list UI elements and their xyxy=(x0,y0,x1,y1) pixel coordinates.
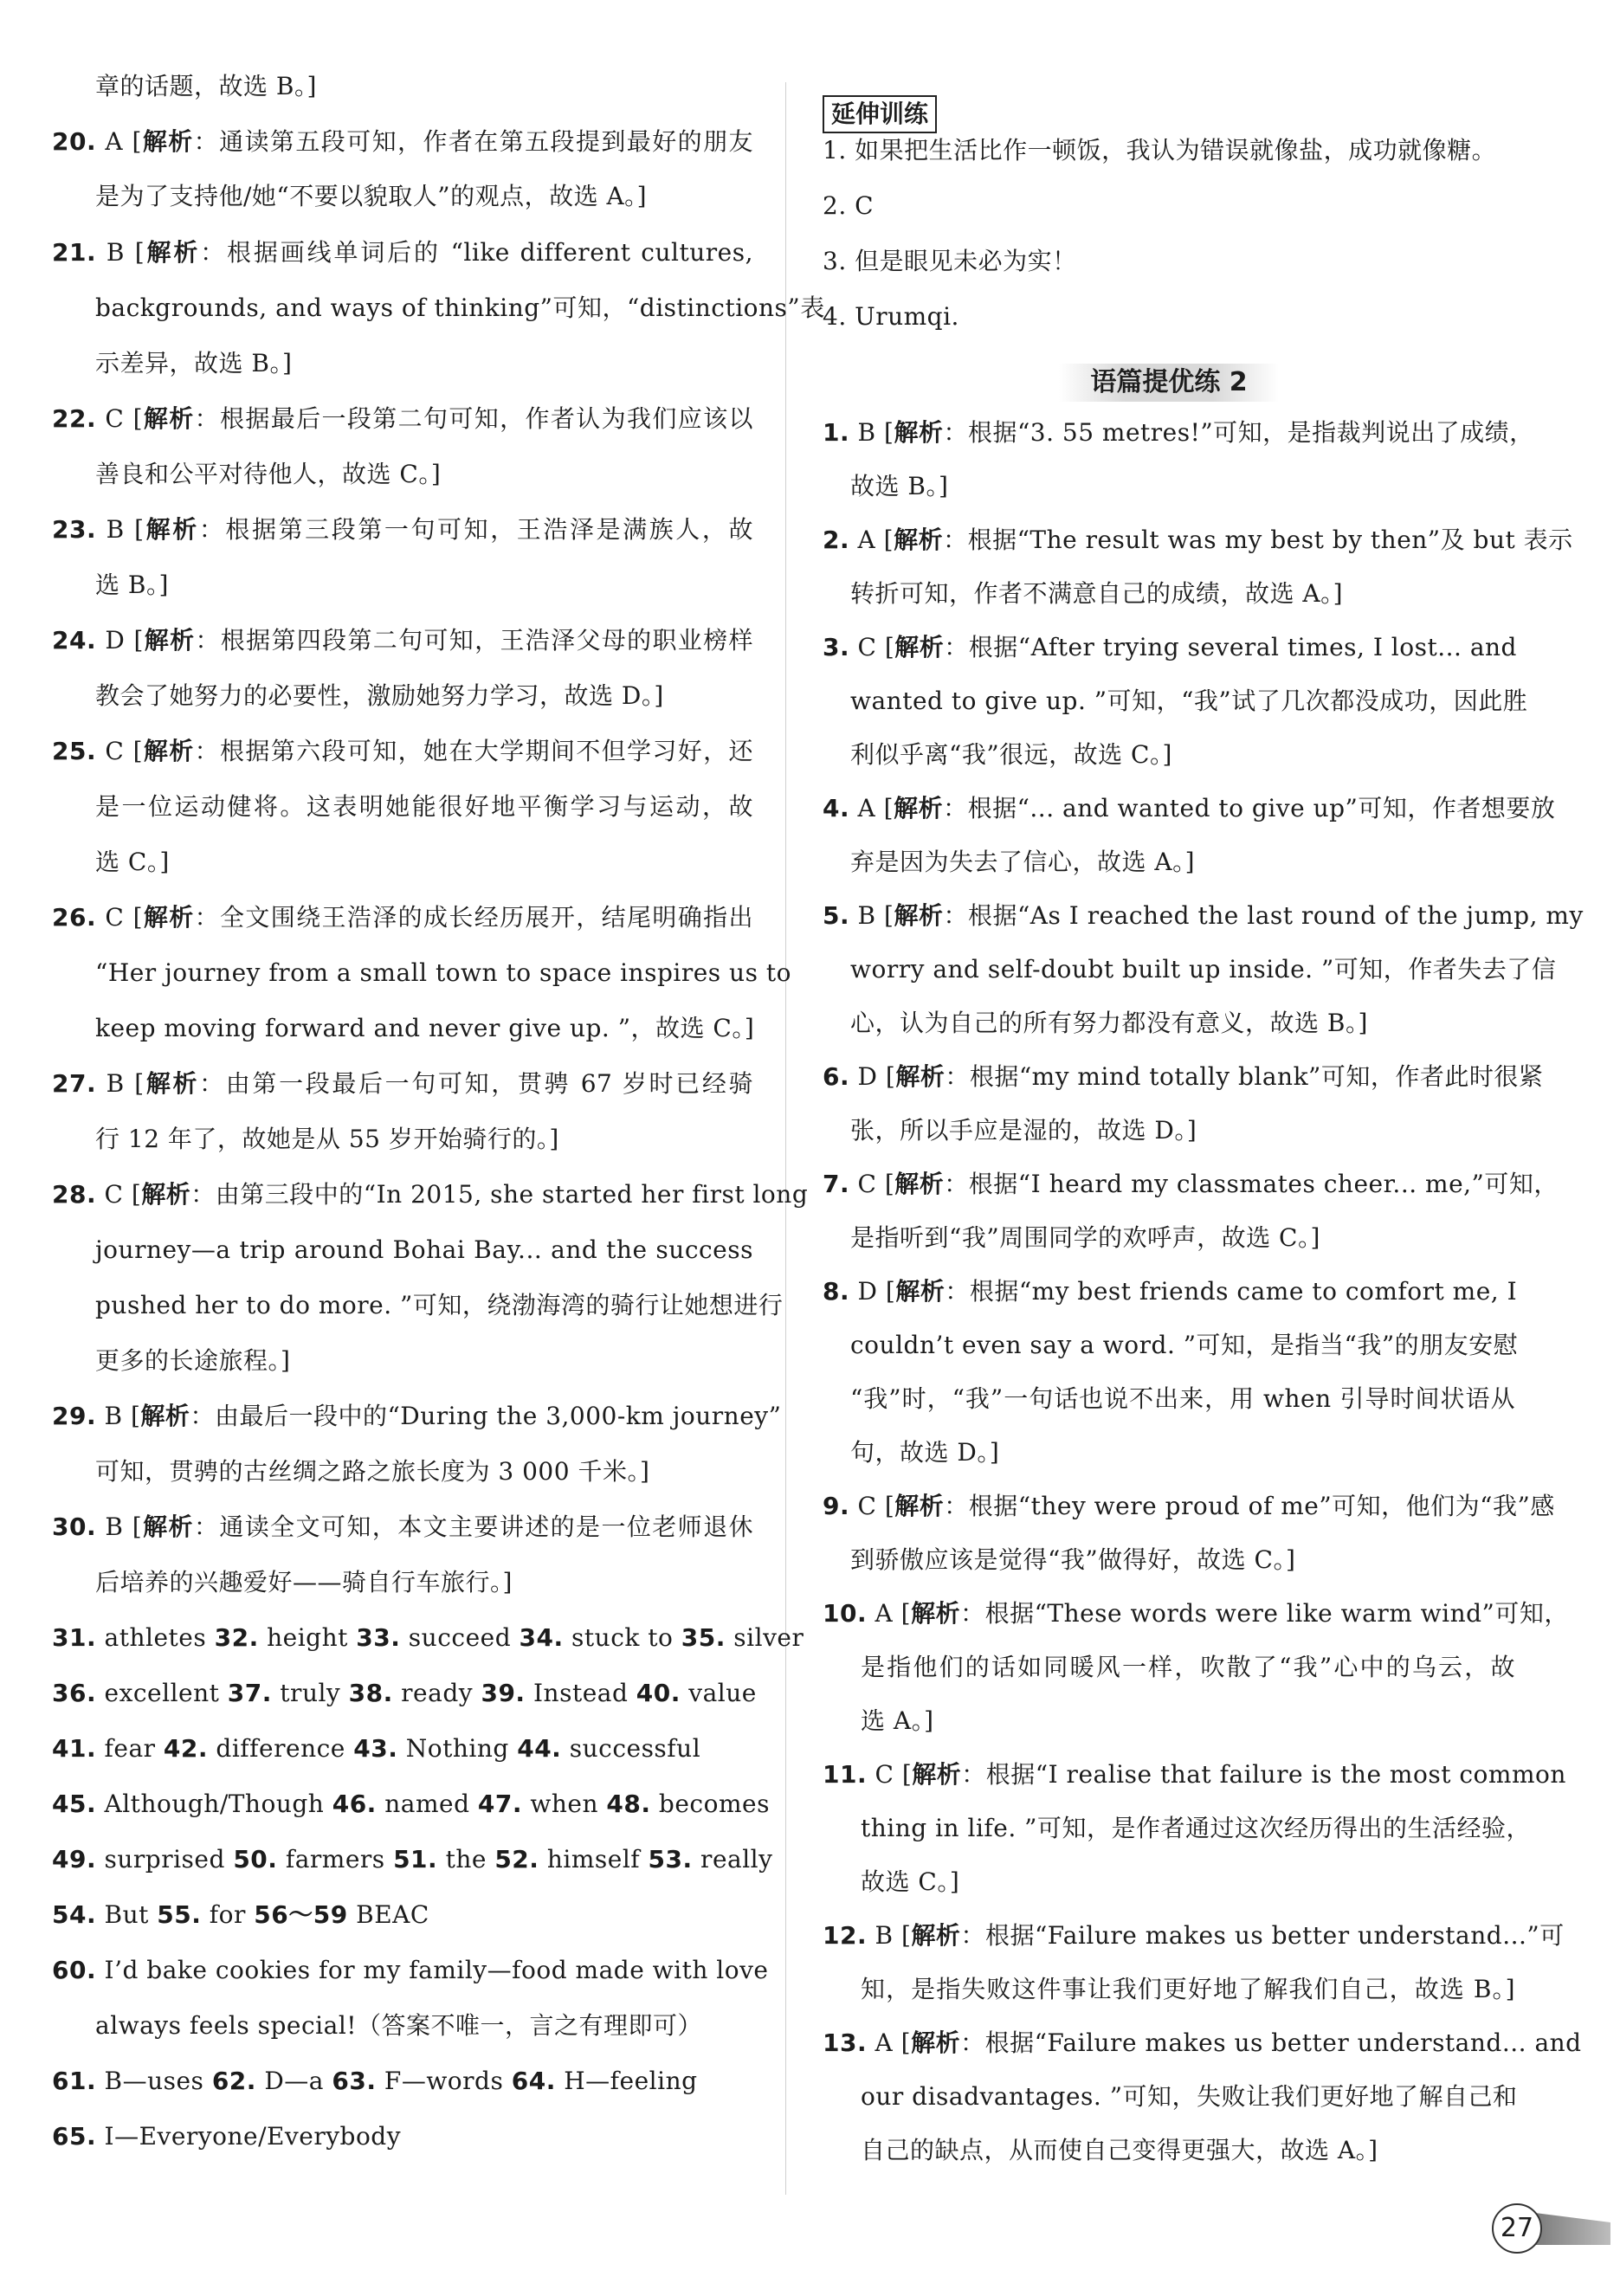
left-answer-line xyxy=(52,69,797,104)
left-answer-line xyxy=(52,1732,753,1766)
answer-text: farmers xyxy=(277,1845,394,1874)
question-number: 7. xyxy=(823,1170,850,1198)
left-answer-line xyxy=(52,1011,797,1046)
left-answer-line xyxy=(52,402,753,436)
right-answer-line xyxy=(823,1274,1518,1309)
right-answer-line xyxy=(823,1328,1519,1363)
question-number: 45. xyxy=(52,1790,97,1818)
left-answer-line xyxy=(52,1842,773,1877)
analysis-text: ：根据“3. 55 metres!”可知，是指裁判说出了成绩， xyxy=(943,418,1534,447)
answer-text: But xyxy=(96,1900,158,1929)
answer-text: I’d bake cookies for my family—food made with love xyxy=(96,1956,769,1984)
left-answer-line xyxy=(52,956,791,990)
analysis-tag: 解析 xyxy=(144,1069,200,1098)
right-answer-line xyxy=(823,1006,1543,1041)
analysis-text: ：根据“my mind totally blank”可知，作者此时很紧 xyxy=(945,1062,1544,1091)
extension-training-label: 延伸训练 xyxy=(823,95,937,133)
question-number: 64. xyxy=(511,2067,556,2095)
right-answer-line xyxy=(823,189,1515,223)
analysis-tag: 解析 xyxy=(144,515,199,544)
answer-text: for xyxy=(201,1900,255,1929)
answer-text: “Her journey from a small town to space inspires us to xyxy=(95,958,791,987)
answer-text: backgrounds, and ways of thinking”可知，“distinctions”表 xyxy=(95,293,825,322)
right-answer-line xyxy=(823,684,1528,719)
analysis-tag: 解析 xyxy=(911,2028,961,2057)
analysis-text: ：根据“These words were like warm wind”可知， xyxy=(960,1599,1569,1628)
answer-text: 善良和公平对待他人，故选 C。] xyxy=(95,460,442,488)
analysis-tag: 解析 xyxy=(143,903,195,932)
analysis-text: ：根据最后一段第二句可知，作者认为我们应该以 xyxy=(194,404,753,433)
left-answer-line xyxy=(52,568,797,603)
question-number: 33. xyxy=(356,1623,401,1652)
analysis-tag: 解析 xyxy=(894,526,944,554)
analysis-text: ：全文围绕王浩泽的成长经历展开，结尾明确指出 xyxy=(194,903,753,932)
answer-text: C [ xyxy=(849,633,895,661)
question-number: 48. xyxy=(606,1790,651,1818)
analysis-tag: 解析 xyxy=(143,737,195,765)
answer-text: 转折可知，作者不满意自己的成绩，故选 A。] xyxy=(850,579,1344,608)
answer-text: 心，认为自己的所有努力都没有意义，故选 B。] xyxy=(850,1009,1368,1037)
right-answer-line xyxy=(823,1865,1553,1899)
answer-text: 到骄傲应该是觉得“我”做得好，故选 C。] xyxy=(850,1545,1296,1574)
answer-text: becomes xyxy=(650,1790,770,1818)
right-answer-line xyxy=(823,416,1534,450)
left-answer-line xyxy=(52,1399,782,1434)
right-answer-line xyxy=(823,1221,1543,1255)
question-number: 46. xyxy=(332,1790,377,1818)
analysis-tag: 解析 xyxy=(140,1402,190,1430)
left-answer-line xyxy=(52,235,753,270)
question-number: 38. xyxy=(348,1679,393,1707)
answer-text: truly xyxy=(271,1679,349,1707)
left-answer-line xyxy=(52,1177,809,1212)
answer-text: difference xyxy=(208,1734,354,1763)
left-answer-line xyxy=(52,1510,753,1545)
question-number: 25. xyxy=(52,737,97,765)
answer-text: height xyxy=(258,1623,357,1652)
left-answer-line xyxy=(52,1621,804,1655)
answer-text: B [ xyxy=(849,901,894,930)
left-answer-line xyxy=(52,1953,769,1988)
answer-text: B [ xyxy=(867,1921,912,1950)
left-answer-line xyxy=(52,513,753,547)
answer-text: 示差异，故选 B。] xyxy=(95,349,293,377)
answer-text: silver xyxy=(725,1623,804,1652)
question-number: 54. xyxy=(52,1900,97,1929)
question-number: 23. xyxy=(52,515,97,544)
answer-text: C [ xyxy=(849,1492,895,1520)
answer-text: “我”时，“我”一句话也说不出来，用 when 引导时间状语从 xyxy=(850,1384,1515,1413)
question-number: 44. xyxy=(517,1734,562,1763)
analysis-tag: 解析 xyxy=(143,626,196,655)
right-answer-line xyxy=(823,1543,1543,1577)
answer-text: Instead xyxy=(525,1679,636,1707)
analysis-text: ：根据第六段可知，她在大学期间不但学习好，还 xyxy=(194,737,753,765)
answer-text: B—uses xyxy=(96,2067,212,2095)
analysis-text: ：根据“After trying several times, I lost... and xyxy=(944,633,1517,661)
answer-text: pushed her to do more. ”可知，绕渤海湾的骑行让她想进行 xyxy=(95,1291,784,1319)
answer-text: succeed xyxy=(400,1623,520,1652)
right-answer-line xyxy=(823,899,1584,933)
section-title xyxy=(823,364,1515,402)
answer-text: 行 12 年了，故她是从 55 岁开始骑行的。] xyxy=(95,1125,559,1153)
question-number: 28. xyxy=(52,1180,97,1209)
question-number: 41. xyxy=(52,1734,97,1763)
analysis-text: ：根据画线单词后的 “like different cultures, xyxy=(200,238,753,267)
left-answer-line xyxy=(52,291,825,326)
right-answer-line xyxy=(823,1704,1553,1738)
question-number: 20. xyxy=(52,127,97,156)
answer-text: C [ xyxy=(96,737,144,765)
analysis-tag: 解析 xyxy=(141,127,194,156)
answer-text: 句，故选 D。] xyxy=(850,1438,1000,1467)
answer-text: Nothing xyxy=(397,1734,518,1763)
question-number: 47. xyxy=(477,1790,523,1818)
question-number: 8. xyxy=(823,1277,850,1306)
question-number: 50. xyxy=(233,1845,278,1874)
right-answer-line xyxy=(823,577,1543,611)
question-number: 13. xyxy=(823,2028,868,2057)
answer-text: 故选 B。] xyxy=(850,472,949,500)
answer-text: D—a xyxy=(255,2067,332,2095)
right-answer-line xyxy=(823,1167,1559,1202)
question-number: 26. xyxy=(52,903,97,932)
answer-text: 2. C xyxy=(823,191,875,220)
question-number: 5. xyxy=(823,901,850,930)
left-answer-line xyxy=(52,457,797,492)
right-answer-line xyxy=(823,1972,1515,2007)
right-answer-line xyxy=(823,738,1543,772)
right-answer-line xyxy=(823,1757,1566,1792)
answer-text: thing in life. ”可知，是作者通过这次经历得出的生活经验， xyxy=(861,1814,1531,1842)
answer-text: A [ xyxy=(867,2028,912,2057)
analysis-text: ：由第一段最后一句可知，贯骋 67 岁时已经骑 xyxy=(199,1069,753,1098)
question-number: 61. xyxy=(52,2067,97,2095)
question-number: 31. xyxy=(52,1623,97,1652)
left-answer-line xyxy=(52,845,797,880)
left-answer-line xyxy=(52,1454,797,1489)
analysis-text: ：根据“I heard my classmates cheer... me,”可知， xyxy=(944,1170,1559,1198)
question-number: 12. xyxy=(823,1921,868,1950)
right-answer-line xyxy=(823,1489,1555,1524)
analysis-tag: 解析 xyxy=(143,404,195,433)
answer-text: always feels special!（答案不唯一，言之有理即可） xyxy=(95,2011,703,2040)
question-number: 22. xyxy=(52,404,97,433)
question-number: 3. xyxy=(823,633,850,661)
answer-text: 故选 C。] xyxy=(861,1867,960,1896)
answer-text: the xyxy=(437,1845,495,1874)
question-number: 40. xyxy=(636,1679,681,1707)
right-answer-line xyxy=(823,845,1543,880)
right-answer-line xyxy=(823,523,1573,558)
analysis-tag: 解析 xyxy=(911,1599,961,1628)
analysis-tag: 解析 xyxy=(911,1921,961,1950)
answer-text: 选 A。] xyxy=(861,1706,934,1735)
right-answer-line xyxy=(823,1919,1565,1953)
left-answer-line xyxy=(52,1233,753,1267)
answer-text: B [ xyxy=(96,1069,145,1098)
analysis-text: ：通读第五段可知，作者在第五段提到最好的朋友 xyxy=(193,127,753,156)
answer-text: BEAC xyxy=(347,1900,429,1929)
answer-text: B [ xyxy=(96,238,145,267)
answer-text: successful xyxy=(561,1734,701,1763)
answer-text: named xyxy=(376,1790,478,1818)
left-answer-line xyxy=(52,1898,753,1932)
analysis-text: ：根据第四段第二句可知，王浩泽父母的职业榜样 xyxy=(195,626,753,655)
answer-text: ready xyxy=(392,1679,481,1707)
left-answer-line xyxy=(52,790,753,824)
right-answer-line xyxy=(823,2026,1582,2061)
left-answer-line xyxy=(52,1787,770,1822)
left-answer-line xyxy=(52,900,753,935)
question-number: 62. xyxy=(211,2067,256,2095)
answer-text: D [ xyxy=(849,1277,896,1306)
question-number: 53. xyxy=(648,1845,693,1874)
analysis-tag: 解析 xyxy=(894,1170,945,1198)
question-number: 1. xyxy=(823,418,850,447)
answer-text: wanted to give up. ”可知，“我”试了几次都没成功，因此胜 xyxy=(850,687,1528,715)
right-answer-line xyxy=(823,2133,1553,2168)
answer-text: 知，是指失败这件事让我们更好地了解我们自己，故选 B。] xyxy=(861,1975,1515,2003)
left-answer-line xyxy=(52,2064,753,2099)
analysis-text: ：由第三段中的“In 2015, she started her first long xyxy=(190,1180,809,1209)
question-number: 9. xyxy=(823,1492,850,1520)
analysis-tag: 解析 xyxy=(894,633,945,661)
answer-text: 更多的长途旅程。] xyxy=(95,1346,291,1375)
left-answer-line xyxy=(52,1565,797,1600)
answer-text: 张，所以手应是湿的，故选 D。] xyxy=(850,1116,1197,1145)
question-number: 35. xyxy=(681,1623,726,1652)
analysis-tag: 解析 xyxy=(912,1760,962,1789)
analysis-text: ：根据“they were proud of me”可知，他们为“我”感 xyxy=(944,1492,1555,1520)
answer-text: D [ xyxy=(96,626,144,655)
answer-text: 是指听到“我”周围同学的欢呼声，故选 C。] xyxy=(850,1223,1320,1252)
answer-text: excellent xyxy=(96,1679,228,1707)
right-answer-line xyxy=(823,791,1556,826)
right-answer-line xyxy=(823,300,1515,334)
right-answer-line xyxy=(823,133,1515,168)
answer-text: 章的话题，故选 B。] xyxy=(95,72,317,100)
answer-text: our disadvantages. ”可知，失败让我们更好地了解自己和 xyxy=(861,2082,1518,2111)
answer-text: 教会了她努力的必要性，激励她努力学习，故选 D。] xyxy=(95,681,664,710)
answer-text: B [ xyxy=(96,515,145,544)
question-number: 6. xyxy=(823,1062,850,1091)
answer-text: keep moving forward and never give up. ”，故选 C。] xyxy=(95,1014,755,1042)
answer-text: fear xyxy=(96,1734,164,1763)
answer-text: C [ xyxy=(849,1170,895,1198)
answer-text: himself xyxy=(539,1845,649,1874)
left-answer-line xyxy=(52,623,753,658)
question-number: 30. xyxy=(52,1512,97,1541)
question-number: 4. xyxy=(823,794,850,822)
left-answer-line xyxy=(52,2119,753,2154)
answer-text: B [ xyxy=(96,1512,143,1541)
answer-text: 弃是因为失去了信心，故选 A。] xyxy=(850,848,1196,876)
right-answer-line xyxy=(823,1811,1531,1846)
answer-text: 4. Urumqi. xyxy=(823,302,959,331)
answer-text: C [ xyxy=(96,903,144,932)
right-answer-line xyxy=(823,244,1515,279)
analysis-text: ：根据“Failure makes us better understand...”可 xyxy=(960,1921,1565,1950)
analysis-tag: 解析 xyxy=(142,1512,194,1541)
answer-text: 可知，贯骋的古丝绸之路之旅长度为 3 000 千米。] xyxy=(95,1457,650,1486)
analysis-text: ：根据“my best friends came to comfort me, I xyxy=(945,1277,1518,1306)
left-answer-line xyxy=(52,125,753,159)
analysis-text: ：根据“I realise that failure is the most common xyxy=(961,1760,1566,1789)
analysis-tag: 解析 xyxy=(894,901,944,930)
question-number: 27. xyxy=(52,1069,97,1098)
question-number: 49. xyxy=(52,1845,97,1874)
answer-text: C [ xyxy=(96,1180,142,1209)
answer-text: 是指他们的话如同暖风一样，吹散了“我”心中的乌云，故 xyxy=(861,1653,1515,1681)
question-number: 2. xyxy=(823,526,850,554)
analysis-tag: 解析 xyxy=(894,1492,945,1520)
analysis-tag: 解析 xyxy=(141,1180,191,1209)
left-answer-line xyxy=(52,734,753,769)
answer-text: A [ xyxy=(867,1599,912,1628)
answer-text: F—words xyxy=(376,2067,512,2095)
answer-text: A [ xyxy=(849,526,894,554)
question-number: 39. xyxy=(481,1679,526,1707)
answer-text: I—Everyone/Everybody xyxy=(96,2122,402,2151)
right-answer-line xyxy=(823,1650,1515,1685)
question-number: 52. xyxy=(494,1845,539,1874)
question-number: 55. xyxy=(157,1900,202,1929)
right-answer-line xyxy=(823,1060,1544,1094)
left-answer-line xyxy=(52,1676,757,1711)
question-number: 65. xyxy=(52,2122,97,2151)
right-answer-line xyxy=(823,1113,1543,1148)
analysis-tag: 解析 xyxy=(895,1277,946,1306)
question-number: 43. xyxy=(353,1734,398,1763)
right-answer-line xyxy=(823,1382,1515,1416)
answer-text: 1. 如果把生活比作一顿饭，我认为错误就像盐，成功就像糖。 xyxy=(823,136,1497,164)
answer-text: journey—a trip around Bohai Bay... and the success xyxy=(95,1235,753,1264)
answer-text: value xyxy=(680,1679,757,1707)
analysis-tag: 解析 xyxy=(894,794,944,822)
question-number: 51. xyxy=(393,1845,438,1874)
analysis-text: ：根据“... and wanted to give up”可知，作者想要放 xyxy=(943,794,1556,822)
answer-text: 后培养的兴趣爱好——骑自行车旅行。] xyxy=(95,1568,513,1596)
answer-text: B [ xyxy=(96,1402,141,1430)
right-answer-line xyxy=(823,1596,1569,1631)
right-answer-line xyxy=(823,952,1557,987)
analysis-tag: 解析 xyxy=(145,238,201,267)
answer-text: when xyxy=(522,1790,607,1818)
question-number: 56～59 xyxy=(254,1900,348,1929)
answer-text: 自己的缺点，从而使自己变得更强大，故选 A。] xyxy=(861,2136,1378,2164)
answer-text: 选 B。] xyxy=(95,571,169,599)
answer-text: really xyxy=(692,1845,773,1874)
answer-text: C [ xyxy=(867,1760,913,1789)
page-number: 27 xyxy=(1492,2203,1542,2254)
analysis-text: ：根据第三段第一句可知，王浩泽是满族人，故 xyxy=(198,515,753,544)
answer-text: H—feeling xyxy=(555,2067,698,2095)
answer-text: worry and self-doubt built up inside. ”可知，作者失去了信 xyxy=(850,955,1557,984)
answer-text: 选 C。] xyxy=(95,848,170,876)
question-number: 42. xyxy=(163,1734,209,1763)
question-number: 24. xyxy=(52,626,97,655)
left-answer-line xyxy=(52,1122,797,1157)
question-number: 63. xyxy=(332,2067,377,2095)
question-number: 37. xyxy=(227,1679,272,1707)
left-answer-line xyxy=(52,179,797,214)
answer-text: A [ xyxy=(849,794,894,822)
analysis-text: ：根据“Failure makes us better understand... and xyxy=(960,2028,1582,2057)
question-number: 11. xyxy=(823,1760,868,1789)
right-answer-line xyxy=(823,630,1515,665)
answer-text: C [ xyxy=(96,404,144,433)
answer-text: surprised xyxy=(96,1845,234,1874)
right-answer-line xyxy=(823,2080,1518,2114)
answer-text: A [ xyxy=(96,127,142,156)
answer-text: 是为了支持他/她“不要以貌取人”的观点，故选 A。] xyxy=(95,182,648,210)
section-title-text: 语篇提优练 2 xyxy=(1059,364,1278,402)
analysis-text: ：根据“As I reached the last round of the jump, my xyxy=(943,901,1584,930)
left-answer-line xyxy=(52,1288,784,1323)
answer-text: 利似乎离“我”很远，故选 C。] xyxy=(850,740,1172,769)
right-answer-line xyxy=(823,1435,1543,1470)
question-number: 60. xyxy=(52,1956,97,1984)
analysis-tag: 解析 xyxy=(894,418,944,447)
answer-text: stuck to xyxy=(563,1623,681,1652)
left-answer-line xyxy=(52,1067,753,1101)
analysis-text: ：由最后一段中的“During the 3,000-km journey” xyxy=(190,1402,782,1430)
question-number: 34. xyxy=(519,1623,564,1652)
left-answer-line xyxy=(52,346,797,381)
question-number: 10. xyxy=(823,1599,868,1628)
analysis-text: ：通读全文可知，本文主要讲述的是一位老师退休 xyxy=(193,1512,753,1541)
analysis-tag: 解析 xyxy=(895,1062,946,1091)
right-answer-line xyxy=(823,469,1543,504)
question-number: 29. xyxy=(52,1402,97,1430)
answer-text: 3. 但是眼见未必为实！ xyxy=(823,247,1077,275)
question-number: 21. xyxy=(52,238,97,267)
answer-text: B [ xyxy=(849,418,894,447)
question-number: 32. xyxy=(214,1623,259,1652)
analysis-text: ：根据“The result was my best by then”及 but 表示 xyxy=(943,526,1573,554)
answer-text: couldn’t even say a word. ”可知，是指当“我”的朋友安慰 xyxy=(850,1331,1519,1359)
answer-text: 是一位运动健将。这表明她能很好地平衡学习与运动，故 xyxy=(95,792,753,821)
answer-text: athletes xyxy=(96,1623,215,1652)
question-number: 36. xyxy=(52,1679,97,1707)
left-answer-line xyxy=(52,679,797,713)
answer-text: Although/Though xyxy=(96,1790,332,1818)
left-answer-line xyxy=(52,1344,797,1378)
left-answer-line xyxy=(52,2009,797,2043)
answer-text: D [ xyxy=(849,1062,896,1091)
